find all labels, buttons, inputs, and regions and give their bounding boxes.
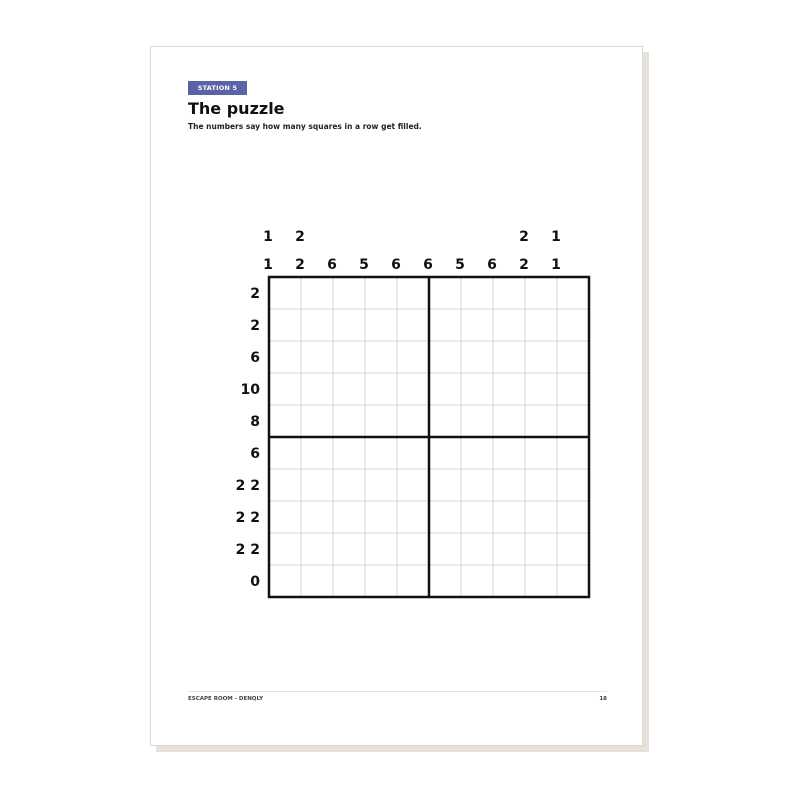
grid-cell[interactable] [269,277,301,309]
grid-cell[interactable] [493,469,525,501]
column-clue: 2 [519,229,529,245]
grid-cell[interactable] [333,501,365,533]
grid-cell[interactable] [493,277,525,309]
grid-cell[interactable] [397,405,429,437]
grid-cell[interactable] [397,373,429,405]
column-clue: 2 [295,229,305,245]
grid-cell[interactable] [269,533,301,565]
grid-cell[interactable] [461,309,493,341]
grid-cell[interactable] [269,373,301,405]
grid-cell[interactable] [301,501,333,533]
grid-cell[interactable] [301,373,333,405]
grid-cell[interactable] [525,565,557,597]
grid-cell[interactable] [429,437,461,469]
grid-cell[interactable] [365,309,397,341]
row-clue: 6 [250,350,260,366]
column-clue: 1 [551,229,561,245]
grid-cell[interactable] [365,341,397,373]
grid-cell[interactable] [397,277,429,309]
grid-cell[interactable] [493,309,525,341]
grid-cell[interactable] [333,341,365,373]
grid-cell[interactable] [269,341,301,373]
row-clue: 2 [250,286,260,302]
grid-cell[interactable] [269,437,301,469]
grid-cell[interactable] [333,309,365,341]
grid-cell[interactable] [397,309,429,341]
grid-cell[interactable] [397,341,429,373]
grid-cell[interactable] [365,277,397,309]
grid-cell[interactable] [525,469,557,501]
grid-cell[interactable] [397,501,429,533]
grid-cell[interactable] [461,501,493,533]
grid-cell[interactable] [333,373,365,405]
grid-cell[interactable] [429,501,461,533]
grid-cell[interactable] [461,341,493,373]
grid-cell[interactable] [301,469,333,501]
grid-cell[interactable] [557,277,589,309]
grid-cell[interactable] [301,405,333,437]
grid-cell[interactable] [557,405,589,437]
grid-cell[interactable] [365,469,397,501]
grid-cell[interactable] [333,469,365,501]
grid-cell[interactable] [301,277,333,309]
column-clue: 6 [487,257,497,273]
grid-cell[interactable] [461,405,493,437]
grid-cell[interactable] [301,533,333,565]
column-clue: 1 [263,257,273,273]
grid-cell[interactable] [333,437,365,469]
grid-cell[interactable] [365,405,397,437]
grid-cell[interactable] [397,565,429,597]
grid-cell[interactable] [557,533,589,565]
grid-cell[interactable] [461,565,493,597]
grid-cell[interactable] [493,533,525,565]
grid-cell[interactable] [301,341,333,373]
grid-cell[interactable] [365,565,397,597]
grid-cell[interactable] [333,533,365,565]
column-clue: 5 [455,257,465,273]
grid-cell[interactable] [493,565,525,597]
grid-cell[interactable] [525,501,557,533]
station-badge: STATION 5 [188,81,247,95]
row-clue: 2 2 [235,478,260,494]
column-clue: 6 [327,257,337,273]
grid-cell[interactable] [429,533,461,565]
page-number: 18 [599,696,607,702]
grid-cell[interactable] [557,373,589,405]
column-clue: 6 [391,257,401,273]
grid-cell[interactable] [429,469,461,501]
grid-cell[interactable] [365,533,397,565]
grid-cell[interactable] [365,501,397,533]
column-clue: 1 [263,229,273,245]
grid-cell[interactable] [269,469,301,501]
grid-cell[interactable] [429,277,461,309]
grid-cell[interactable] [525,341,557,373]
grid-cell[interactable] [461,469,493,501]
page-subtitle: The numbers say how many squares in a row get filled. [188,122,422,131]
column-clue: 1 [551,257,561,273]
grid-cell[interactable] [557,469,589,501]
grid-cell[interactable] [461,437,493,469]
grid-cell[interactable] [557,501,589,533]
row-clue: 0 [250,574,260,590]
grid-cell[interactable] [269,565,301,597]
grid-cell[interactable] [333,277,365,309]
page-title: The puzzle [188,99,285,118]
row-clue: 2 [250,318,260,334]
grid-cell[interactable] [557,437,589,469]
grid-cell[interactable] [461,533,493,565]
grid-cell[interactable] [429,341,461,373]
grid-cell[interactable] [397,469,429,501]
grid-cell[interactable] [525,277,557,309]
row-clues [236,286,261,590]
grid-cell[interactable] [493,373,525,405]
grid-cell[interactable] [461,373,493,405]
grid-cell[interactable] [461,277,493,309]
column-clue: 5 [359,257,369,273]
grid-cell[interactable] [429,405,461,437]
grid-cell[interactable] [557,309,589,341]
grid-cell[interactable] [525,373,557,405]
grid-cell[interactable] [301,309,333,341]
grid-cell[interactable] [397,437,429,469]
grid-cell[interactable] [557,341,589,373]
grid-cell[interactable] [493,501,525,533]
grid-cell[interactable] [493,437,525,469]
row-clue: 10 [240,382,260,398]
column-clue: 2 [295,257,305,273]
grid-cell[interactable] [301,437,333,469]
grid-cell[interactable] [525,533,557,565]
grid-cell[interactable] [333,565,365,597]
grid-cell[interactable] [525,405,557,437]
column-clues [263,229,561,273]
grid-cell[interactable] [365,437,397,469]
grid-cell[interactable] [269,405,301,437]
grid-cell[interactable] [269,309,301,341]
grid-cell[interactable] [397,533,429,565]
grid-cell[interactable] [365,373,397,405]
grid-cell[interactable] [493,341,525,373]
grid-cell[interactable] [557,565,589,597]
column-clue: 2 [519,257,529,273]
grid-cell[interactable] [333,405,365,437]
row-clue: 6 [250,446,260,462]
grid-cell[interactable] [429,309,461,341]
grid-cell[interactable] [429,565,461,597]
row-clue: 2 2 [235,510,260,526]
column-clue: 6 [423,257,433,273]
grid-cell[interactable] [429,373,461,405]
grid-cell[interactable] [269,501,301,533]
grid-cell[interactable] [525,437,557,469]
row-clue: 8 [250,414,260,430]
grid-cell[interactable] [525,309,557,341]
row-clue: 2 2 [235,542,260,558]
grid-cell[interactable] [493,405,525,437]
footer-label: ESCAPE ROOM - DENQLY [188,696,264,702]
grid-cell[interactable] [301,565,333,597]
